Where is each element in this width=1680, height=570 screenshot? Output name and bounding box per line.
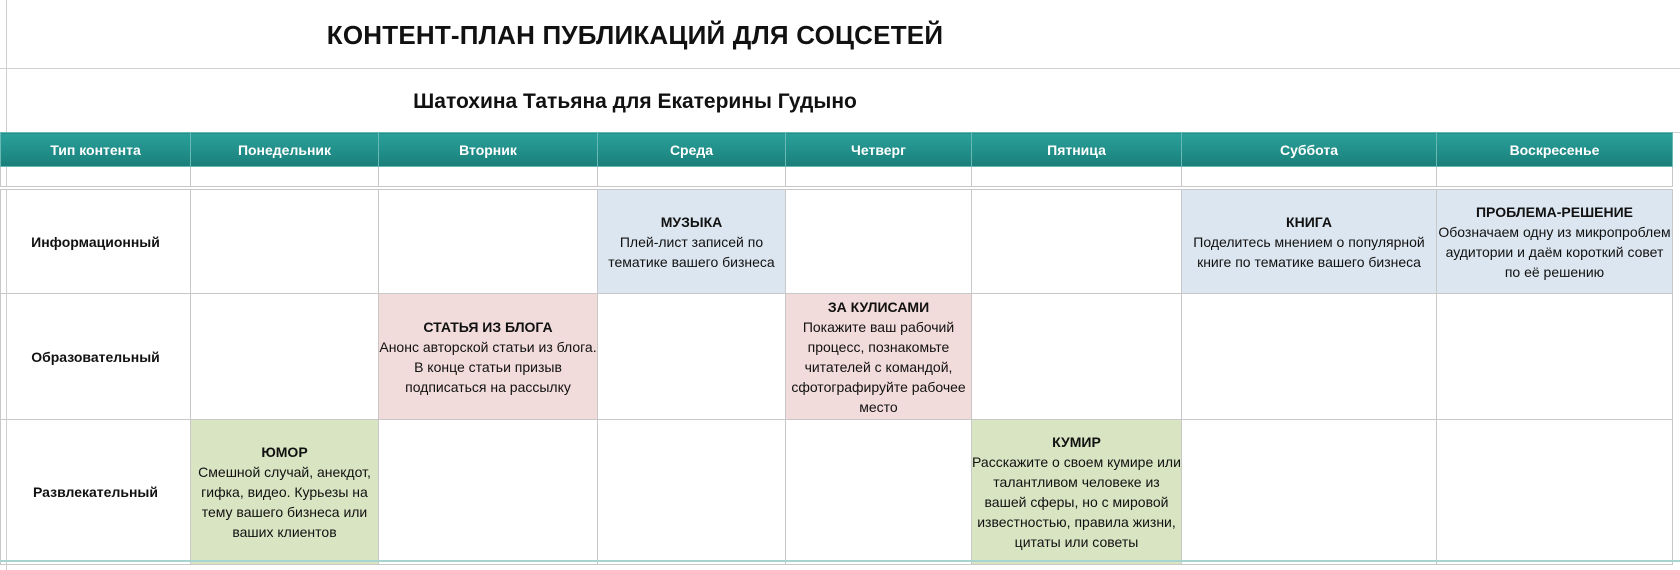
cell-title: ПРОБЛЕМА-РЕШЕНИЕ [1475, 203, 1633, 220]
row-entertainment [1, 420, 1673, 565]
cell-description: Смешной случай, анекдот, гифка, видео. Курьезы на тему вашего бизнеса или ваших клиентов [198, 464, 371, 540]
empty-cell[interactable] [786, 167, 972, 187]
column-header-thursday[interactable]: Четверг [786, 133, 972, 167]
page-subtitle: Шатохина Татьяна для Екатерины Гудыно [413, 90, 857, 113]
empty-cell[interactable] [1437, 167, 1673, 187]
cell-fun-tuesday[interactable] [379, 420, 598, 565]
cell-fun-sunday[interactable] [1437, 420, 1673, 565]
cell-fun-friday[interactable] [972, 420, 1182, 565]
cell-description: Покажите ваш рабочий процесс, познакомьте читателей с командой, сфотографируйте рабочее место [791, 318, 966, 415]
cell-description: Обозначаем одну из микропроблем аудитории и даём короткий совет по её решению [1438, 223, 1671, 280]
cell-info-friday[interactable] [972, 190, 1182, 294]
row-label-educational[interactable]: Образовательный [1, 294, 191, 420]
cell-info-thursday[interactable] [786, 190, 972, 294]
empty-cell[interactable] [191, 167, 379, 187]
header-row [1, 133, 1673, 167]
content-plan-table [0, 132, 1673, 565]
row-label-entertainment[interactable]: Развлекательный [1, 420, 191, 565]
cell-title: КУМИР [1052, 434, 1101, 450]
empty-cell[interactable] [1182, 167, 1437, 187]
cell-edu-thursday[interactable] [786, 294, 972, 420]
cell-edu-friday[interactable] [972, 294, 1182, 420]
cell-fun-thursday[interactable] [786, 420, 972, 565]
cell-title: МУЗЫКА [660, 213, 723, 230]
empty-cell[interactable] [379, 167, 598, 187]
column-header-type[interactable]: Тип контента [1, 133, 191, 167]
page-title: КОНТЕНТ-ПЛАН ПУБЛИКАЦИЙ ДЛЯ СОЦСЕТЕЙ [326, 20, 944, 50]
cell-info-saturday[interactable] [1182, 190, 1437, 294]
cell-title: ЗА КУЛИСАМИ [827, 298, 930, 315]
cell-edu-sunday[interactable] [1437, 294, 1673, 420]
cell-title: ЮМОР [261, 444, 308, 460]
cell-info-tuesday[interactable] [379, 190, 598, 294]
cell-edu-tuesday[interactable] [379, 294, 598, 420]
cell-edu-wednesday[interactable] [598, 294, 786, 420]
row-educational [1, 294, 1673, 420]
bottom-divider [0, 560, 1680, 562]
cell-fun-wednesday[interactable] [598, 420, 786, 565]
column-header-sunday[interactable]: Воскресенье [1437, 133, 1673, 167]
cell-edu-monday[interactable] [191, 294, 379, 420]
column-header-tuesday[interactable]: Вторник [379, 133, 598, 167]
row-label-informational[interactable]: Информационный [1, 190, 191, 294]
empty-cell[interactable] [598, 167, 786, 187]
cell-info-wednesday[interactable] [598, 190, 786, 294]
cell-title: КНИГА [1286, 213, 1332, 230]
title-row[interactable] [0, 0, 1680, 69]
cell-info-monday[interactable] [191, 190, 379, 294]
empty-row [1, 167, 1673, 187]
column-header-friday[interactable]: Пятница [972, 133, 1182, 167]
cell-fun-saturday[interactable] [1182, 420, 1437, 565]
cell-title: СТАТЬЯ ИЗ БЛОГА [423, 318, 553, 335]
column-header-wednesday[interactable]: Среда [598, 133, 786, 167]
empty-cell[interactable] [1, 167, 191, 187]
subtitle-row[interactable] [0, 68, 1680, 133]
cell-description: Анонс авторской статьи из блога. В конце статьи призыв подписаться на рассылку [379, 338, 597, 395]
empty-cell[interactable] [972, 167, 1182, 187]
cell-description: Поделитесь мнением о популярной книге по тематике вашего бизнеса [1193, 233, 1425, 270]
cell-edu-saturday[interactable] [1182, 294, 1437, 420]
cell-description: Расскажите о своем кумире или талантливом человеке из вашей сферы, но с мировой известностью, правила жизни, цитаты или советы [972, 454, 1181, 550]
cell-info-sunday[interactable] [1437, 190, 1673, 294]
cell-description: Плей-лист записей по тематике вашего бизнеса [608, 233, 775, 270]
column-header-saturday[interactable]: Суббота [1182, 133, 1437, 167]
row-informational [1, 190, 1673, 294]
column-header-monday[interactable]: Понедельник [191, 133, 379, 167]
cell-fun-monday[interactable] [191, 420, 379, 565]
